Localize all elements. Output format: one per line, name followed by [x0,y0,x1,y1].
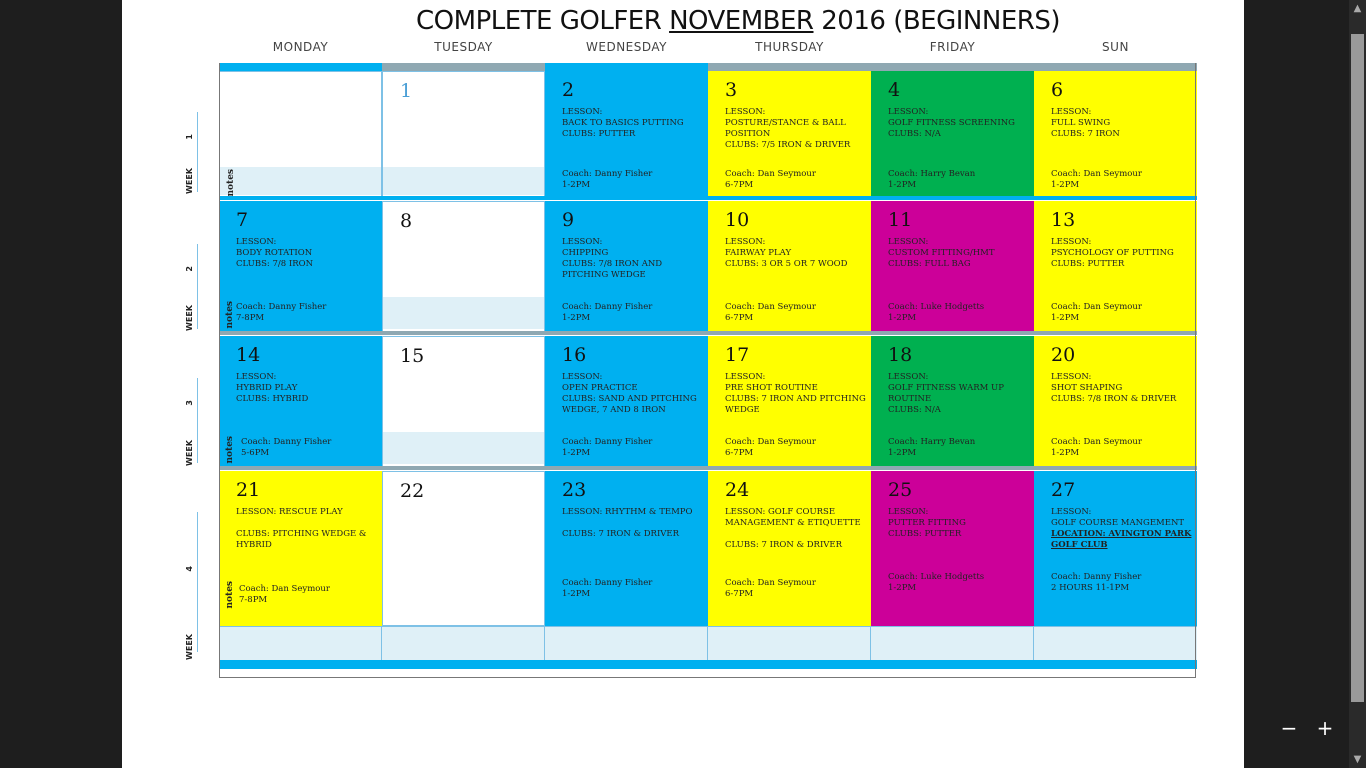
week-word-3: WEEK [185,440,194,466]
lesson-details: LESSON: PUTTER FITTING CLUBS: PUTTER [888,507,966,539]
lesson-details: LESSON: POSTURE/STANCE & BALL POSITION CLUBS: 7/5 IRON & DRIVER [725,107,851,150]
coach-info: Coach: Danny Fisher 1-2PM [562,169,653,190]
day-number: 14 [236,344,261,366]
day-header-tuesday: TUESDAY [434,40,493,54]
day-header-sun: SUN [1102,40,1129,54]
lesson-details: LESSON: GOLF FITNESS WARM UP ROUTINE CLUBS: N/A [888,372,1004,415]
coach-info: Coach: Dan Seymour 1-2PM [1051,169,1142,190]
day-number: 13 [1051,209,1076,231]
lesson-details: LESSON: OPEN PRACTICE CLUBS: SAND AND PITCHING WEDGE, 7 AND 8 IRON [562,372,697,415]
day-number: 6 [1051,79,1064,101]
lesson-details: LESSON: CUSTOM FITTING/HMT CLUBS: FULL BAG [888,237,995,269]
day-number: 23 [562,479,587,501]
coach-info: Coach: Dan Seymour 6-7PM [725,578,816,599]
week-number-1: 1 [185,134,194,140]
notes-label: notes [225,436,235,464]
week-divider [197,378,198,463]
coach-info: Coach: Danny Fisher 2 HOURS 11-1PM [1051,572,1142,593]
coach-info: Coach: Danny Fisher 1-2PM [562,437,653,458]
day-number: 4 [888,79,901,101]
day-number: 22 [400,480,425,502]
day-number: 18 [888,344,913,366]
day-number: 17 [725,344,750,366]
day-header-friday: FRIDAY [929,40,976,54]
notes-label: notes [226,169,236,197]
day-number: 2 [562,79,575,101]
title-month: NOVEMBER [669,6,814,36]
day-number: 25 [888,479,913,501]
lesson-details: LESSON: HYBRID PLAY CLUBS: HYBRID [236,372,309,404]
title-text: COMPLETE GOLFER [416,6,670,36]
week-divider [197,512,198,652]
scrollbar-thumb[interactable] [1351,34,1364,702]
week-number-2: 2 [185,266,194,272]
lesson-details: LESSON: PSYCHOLOGY OF PUTTING CLUBS: PUTTER [1051,237,1174,269]
coach-info: Coach: Dan Seymour 6-7PM [725,302,816,323]
scroll-down-icon[interactable]: ▼ [1353,754,1362,765]
week-word-4: WEEK [185,634,194,660]
coach-info: Coach: Danny Fisher 1-2PM [562,578,653,599]
week-word-2: WEEK [185,305,194,331]
week-divider [197,244,198,329]
document-page [122,0,1244,768]
location-text: LOCATION: AVINGTON PARK GOLF CLUB [1051,529,1192,550]
zoom-in-button[interactable]: + [1316,716,1334,740]
day-header-wednesday: WEDNESDAY [586,40,667,54]
lesson-details: LESSON: GOLF FITNESS SCREENING CLUBS: N/A [888,107,1015,139]
calendar-frame [219,63,1196,678]
coach-info: Coach: Dan Seymour 6-7PM [725,437,816,458]
day-number: 10 [725,209,750,231]
lesson-details: LESSON: PRE SHOT ROUTINE CLUBS: 7 IRON AND PITCHING WEDGE [725,372,866,415]
coach-info: Coach: Harry Bevan 1-2PM [888,169,976,190]
day-number: 20 [1051,344,1076,366]
day-number: 15 [400,345,425,367]
coach-info: Coach: Dan Seymour 1-2PM [1051,302,1142,323]
lesson-details: LESSON: BACK TO BASICS PUTTING CLUBS: PUTTER [562,107,684,139]
lesson-details: LESSON: SHOT SHAPING CLUBS: 7/8 IRON & DRIVER [1051,372,1177,404]
lesson-details: LESSON: BODY ROTATION CLUBS: 7/8 IRON [236,237,314,269]
lesson-details: LESSON: FAIRWAY PLAY CLUBS: 3 OR 5 OR 7 WOOD [725,237,848,269]
coach-info: Coach: Danny Fisher 5-6PM [241,437,332,458]
coach-info: Coach: Dan Seymour 6-7PM [725,169,816,190]
coach-info: Coach: Dan Seymour 7-8PM [239,584,330,605]
day-number: 3 [725,79,738,101]
title-year: 2016 (BEGINNERS) [813,6,1060,36]
coach-info: Coach: Harry Bevan 1-2PM [888,437,976,458]
coach-info: Coach: Luke Hodgetts 1-2PM [888,572,985,593]
lesson-details: LESSON: FULL SWING CLUBS: 7 IRON [1051,107,1120,139]
day-number: 24 [725,479,750,501]
day-number: 8 [400,210,413,232]
page-title [122,6,1354,36]
lesson-details: LESSON: RHYTHM & TEMPO CLUBS: 7 IRON & DRIVER [562,507,693,539]
day-number: 21 [236,479,261,501]
day-header-monday: MONDAY [272,40,329,54]
coach-info: Coach: Dan Seymour 1-2PM [1051,437,1142,458]
coach-info: Coach: Danny Fisher 7-8PM [236,302,327,323]
lesson-details: LESSON: GOLF COURSE MANAGEMENT & ETIQUETTE CLUBS: 7 IRON & DRIVER [725,507,861,550]
coach-info: Coach: Luke Hodgetts 1-2PM [888,302,985,323]
day-number: 9 [562,209,575,231]
week-word-1: WEEK [185,168,194,194]
day-number: 16 [562,344,587,366]
scroll-up-icon[interactable]: ▲ [1353,3,1362,14]
day-header-thursday: THURSDAY [755,40,824,54]
lesson-details: LESSON: CHIPPING CLUBS: 7/8 IRON AND PITCHING WEDGE [562,237,663,280]
day-number: 27 [1051,479,1076,501]
zoom-out-button[interactable]: − [1280,716,1298,740]
week-number-3: 3 [185,400,194,406]
day-number: 11 [888,209,913,231]
week-number-4: 4 [185,566,194,572]
coach-info: Coach: Danny Fisher 1-2PM [562,302,653,323]
lesson-details: LESSON: GOLF COURSE MANGEMENT LOCATION: AVINGTON PARK GOLF CLUB [1051,507,1192,550]
notes-label: notes [225,581,235,609]
lesson-details: LESSON: RESCUE PLAY CLUBS: PITCHING WEDGE & HYBRID [236,507,367,550]
week-divider [197,112,198,192]
day-number: 1 [400,80,413,102]
day-number: 7 [236,209,249,231]
notes-label: notes [225,301,235,329]
